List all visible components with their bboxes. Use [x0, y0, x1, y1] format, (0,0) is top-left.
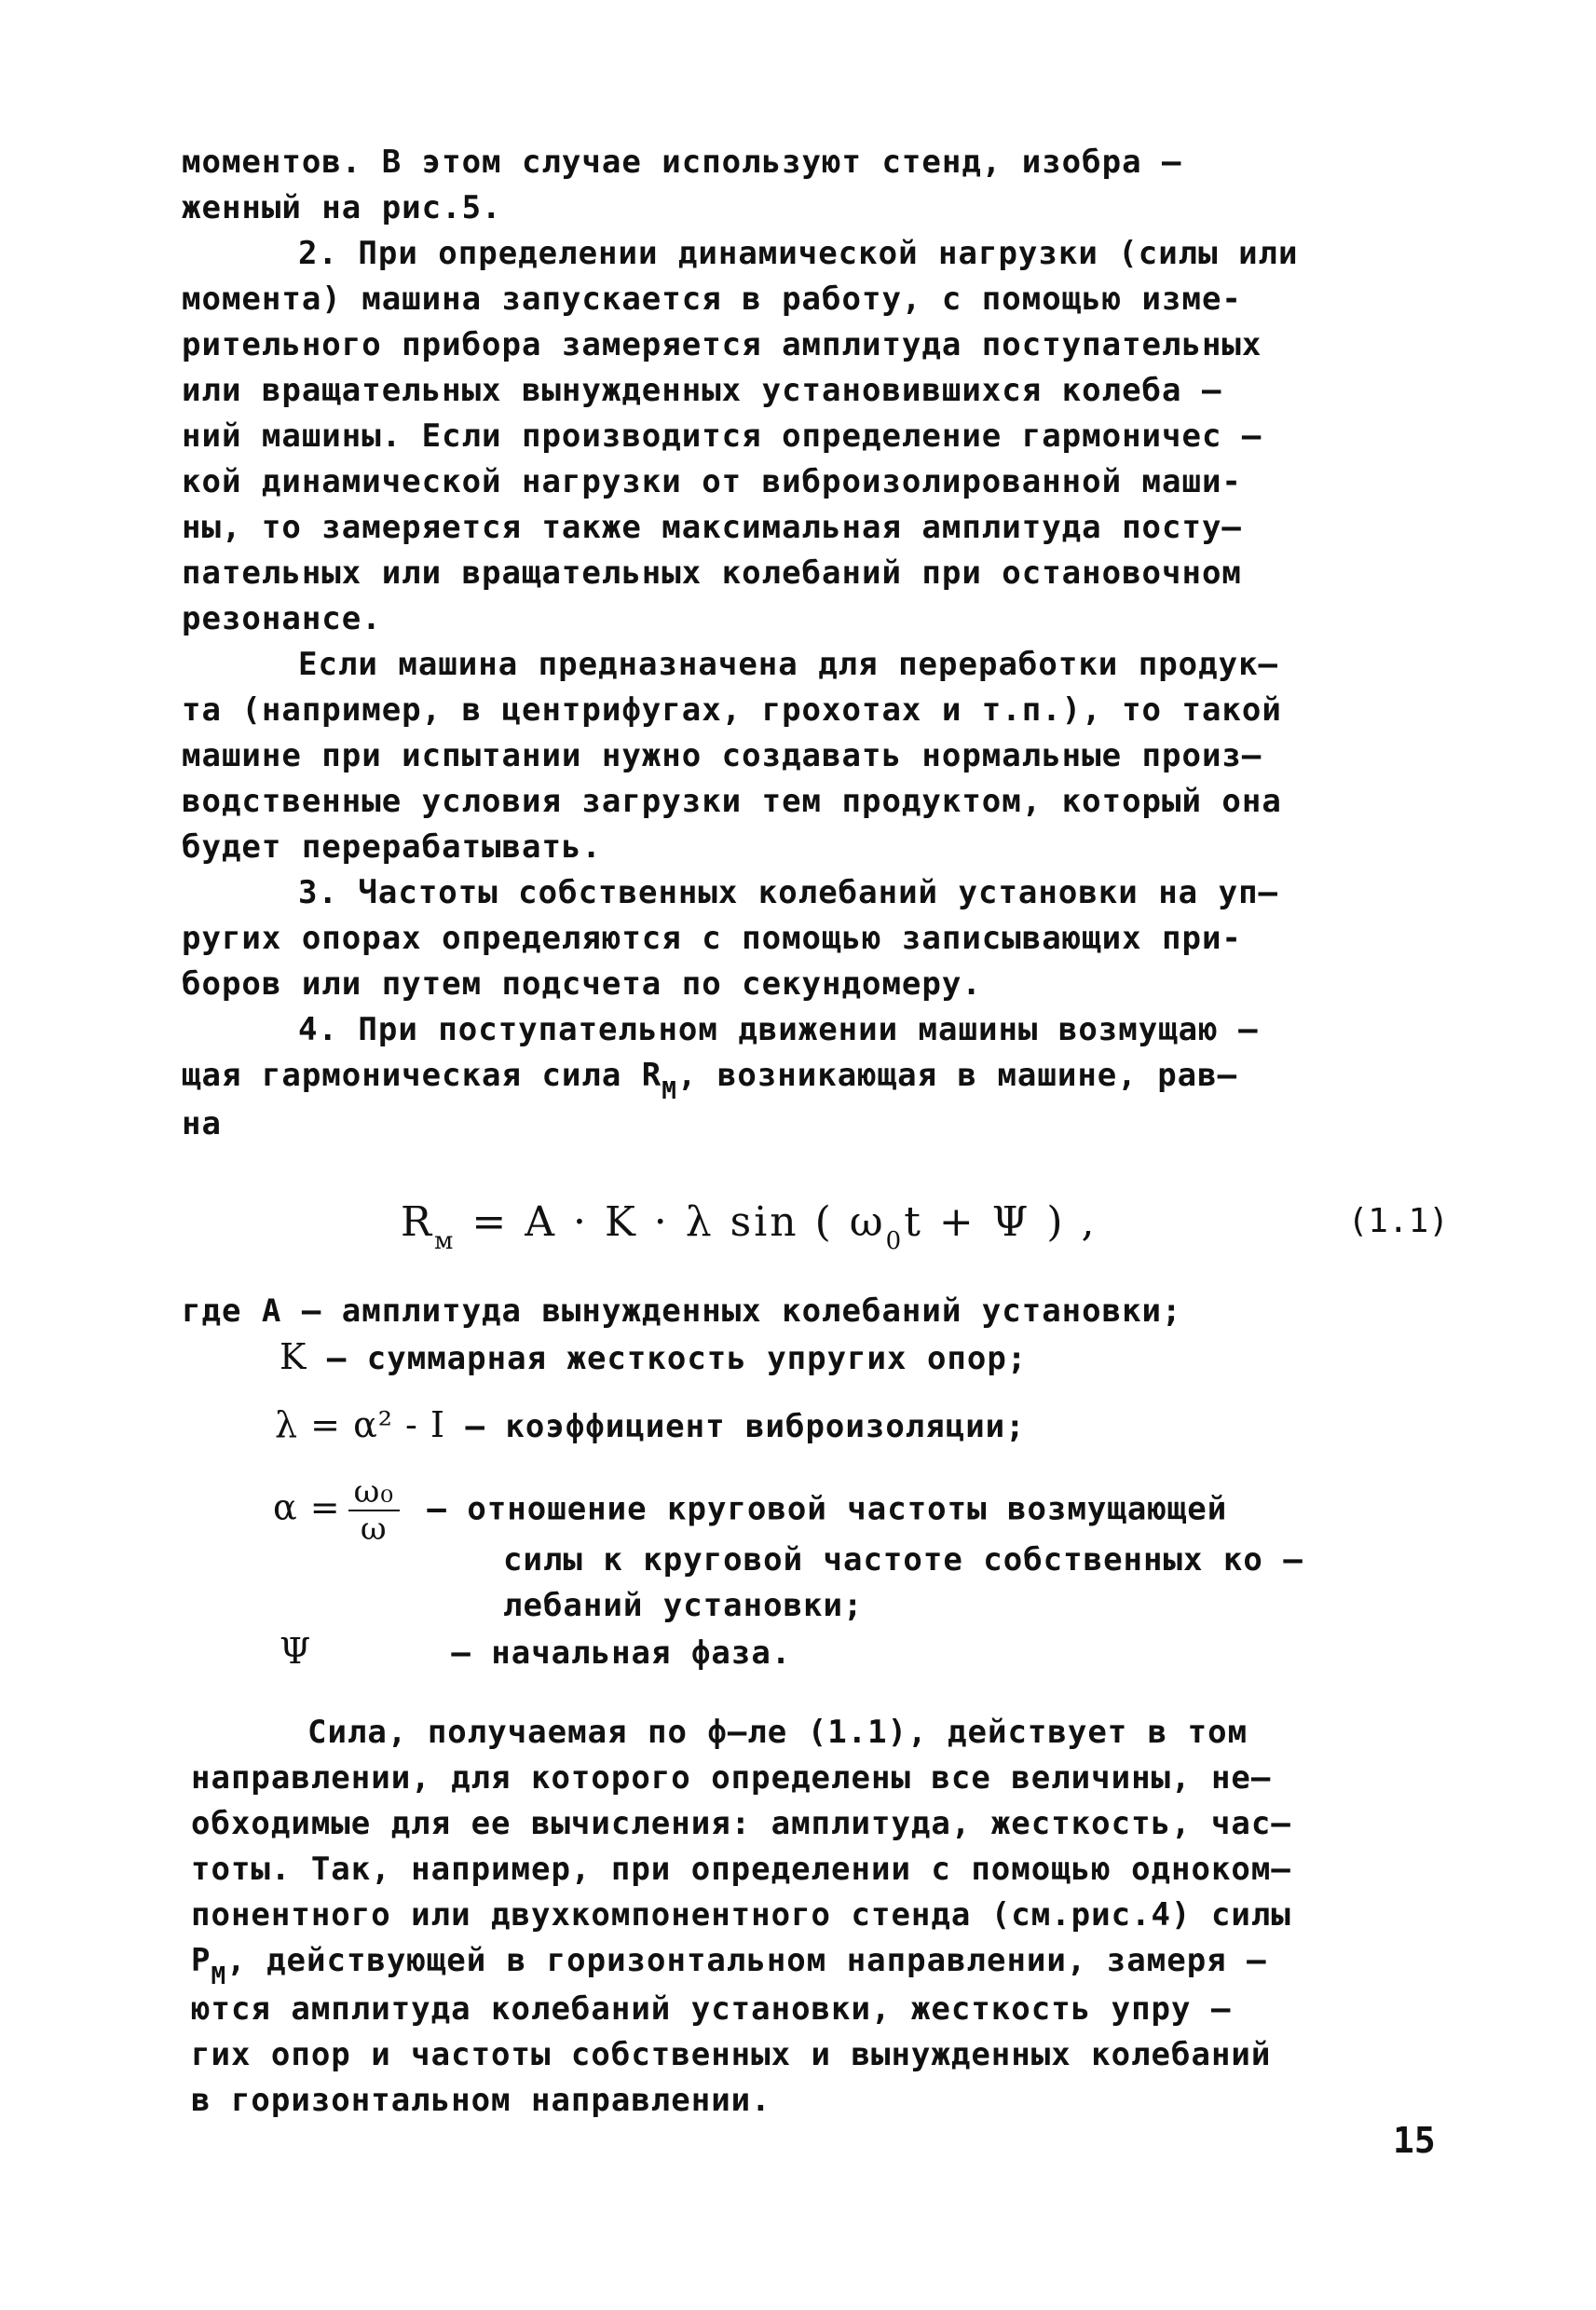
- definition-symbol: Ψ: [280, 1631, 312, 1672]
- text-line: водственные условия загрузки тем продуктом, который она: [182, 783, 1282, 820]
- text-line: на: [182, 1105, 222, 1142]
- text-line: тоты. Так, например, при определении с помощью одноком–: [191, 1851, 1291, 1888]
- text-line: момента) машина запускается в работу, с помощью изме-: [182, 280, 1242, 318]
- formula-number: (1.1): [1347, 1202, 1449, 1240]
- text-line: в горизонтальном направлении.: [191, 2082, 771, 2119]
- definition-text: – суммарная жесткость упругих опор;: [307, 1340, 1028, 1377]
- definition-isolation-coefficient: [182, 1402, 1449, 1450]
- definition-symbol: где A: [182, 1292, 282, 1330]
- text-line: 2. При определении динамической нагрузки (силы или: [298, 235, 1299, 272]
- definition-text: – начальная фаза.: [451, 1634, 792, 1672]
- definition-symbol: λ = α² - I: [275, 1404, 445, 1445]
- paragraph-4: [182, 870, 1449, 1007]
- subscript: м: [434, 1227, 457, 1255]
- text-line: боров или путем подсчета по секундомеру.: [182, 965, 982, 1003]
- text-line: Сила, получаемая по ф–ле (1.1), действует в том: [307, 1714, 1248, 1751]
- subscript: М: [662, 1077, 677, 1105]
- formula-lhs: R: [401, 1198, 435, 1246]
- fraction-numerator: ω₀: [348, 1474, 400, 1511]
- text-line: [182, 1057, 1238, 1105]
- definition-text: – отношение круговой частоты возмущающей: [406, 1490, 1228, 1528]
- paragraph-1: [182, 140, 1449, 231]
- text-fragment: , возникающая в машине, рав–: [676, 1057, 1238, 1094]
- definition-symbol: α =: [273, 1486, 341, 1528]
- text-line: 4. При поступательном движении машины возмущаю –: [298, 1011, 1259, 1048]
- body-text-top: [182, 140, 1449, 1147]
- subscript: 0: [885, 1227, 905, 1255]
- text-line: женный на рис.5.: [182, 189, 502, 226]
- text-line: Если машина предназначена для переработки продук–: [298, 646, 1279, 683]
- text-line: рительного прибора замеряется амплитуда поступательных: [182, 326, 1262, 363]
- definition-text: – коэффициент виброизоляции;: [445, 1408, 1026, 1445]
- text-line: кой динамической нагрузки от виброизолированной маши-: [182, 463, 1242, 500]
- text-line: моментов. В этом случае используют стенд, изобра –: [182, 144, 1182, 181]
- formula-1-1: [182, 1191, 1449, 1275]
- text-fragment: , действующей в горизонтальном направлении, замеря –: [226, 1942, 1267, 1979]
- formula-rhs: t + Ψ ) ,: [904, 1198, 1098, 1246]
- fraction-denominator: ω: [360, 1510, 388, 1548]
- text-line: та (например, в центрифугах, грохотах и т.п.), то такой: [182, 691, 1282, 729]
- text-line: будет перерабатывать.: [182, 828, 602, 866]
- text-line: 3. Частоты собственных колебаний установки на уп–: [298, 874, 1279, 911]
- definition-frequency-ratio: [182, 1474, 1449, 1547]
- formula-rhs: = A · K · λ sin ( ω: [456, 1198, 886, 1246]
- definition-amplitude: [182, 1289, 1449, 1334]
- subscript: М: [211, 1962, 227, 1990]
- text-fragment: P: [191, 1942, 211, 1979]
- fraction: [348, 1474, 400, 1547]
- text-line: понентного или двухкомпонентного стенда (см.рис.4) силы: [191, 1896, 1291, 1934]
- text-line: направлении, для которого определены все величины, не–: [191, 1759, 1272, 1797]
- text-line: гих опор и частоты собственных и вынужденных колебаний: [191, 2036, 1272, 2073]
- formula-definitions: [182, 1289, 1449, 1676]
- formula-expression: [401, 1198, 1098, 1255]
- text-line: или вращательных вынужденных установившихся колеба –: [182, 372, 1222, 409]
- paragraph-2: [182, 231, 1449, 642]
- definition-symbol: K: [280, 1336, 307, 1377]
- text-line: ны, то замеряется также максимальная амплитуда посту–: [182, 509, 1242, 546]
- text-fragment: щая гармоническая сила R: [182, 1057, 662, 1094]
- text-line: [191, 1942, 1267, 1990]
- text-line: машине при испытании нужно создавать нормальные произ–: [182, 737, 1262, 774]
- text-line: ний машины. Если производится определение гармоничес –: [182, 417, 1262, 455]
- paragraph-6: [191, 1710, 1449, 2124]
- text-line: обходимые для ее вычисления: амплитуда, жесткость, час–: [191, 1805, 1291, 1842]
- text-line: пательных или вращательных колебаний при остановочном: [182, 554, 1242, 592]
- paragraph-5: [182, 1007, 1449, 1147]
- paragraph-3: [182, 642, 1449, 870]
- definition-text-continuation: лебаний установки;: [503, 1587, 864, 1624]
- text-line: ругих опорах определяются с помощью записывающих при-: [182, 920, 1242, 957]
- text-line: резонансе.: [182, 600, 382, 637]
- definition-text: – амплитуда вынужденных колебаний установки;: [281, 1292, 1182, 1330]
- definition-phase: [182, 1629, 1449, 1676]
- text-line: ются амплитуда колебаний установки, жесткость упру –: [191, 1990, 1232, 2028]
- body-text-bottom: [191, 1710, 1449, 2124]
- definition-text-continuation: силы к круговой частоте собственных ко –: [503, 1541, 1303, 1579]
- page-number: 15: [1393, 2120, 1436, 2161]
- definition-stiffness: [182, 1334, 1449, 1382]
